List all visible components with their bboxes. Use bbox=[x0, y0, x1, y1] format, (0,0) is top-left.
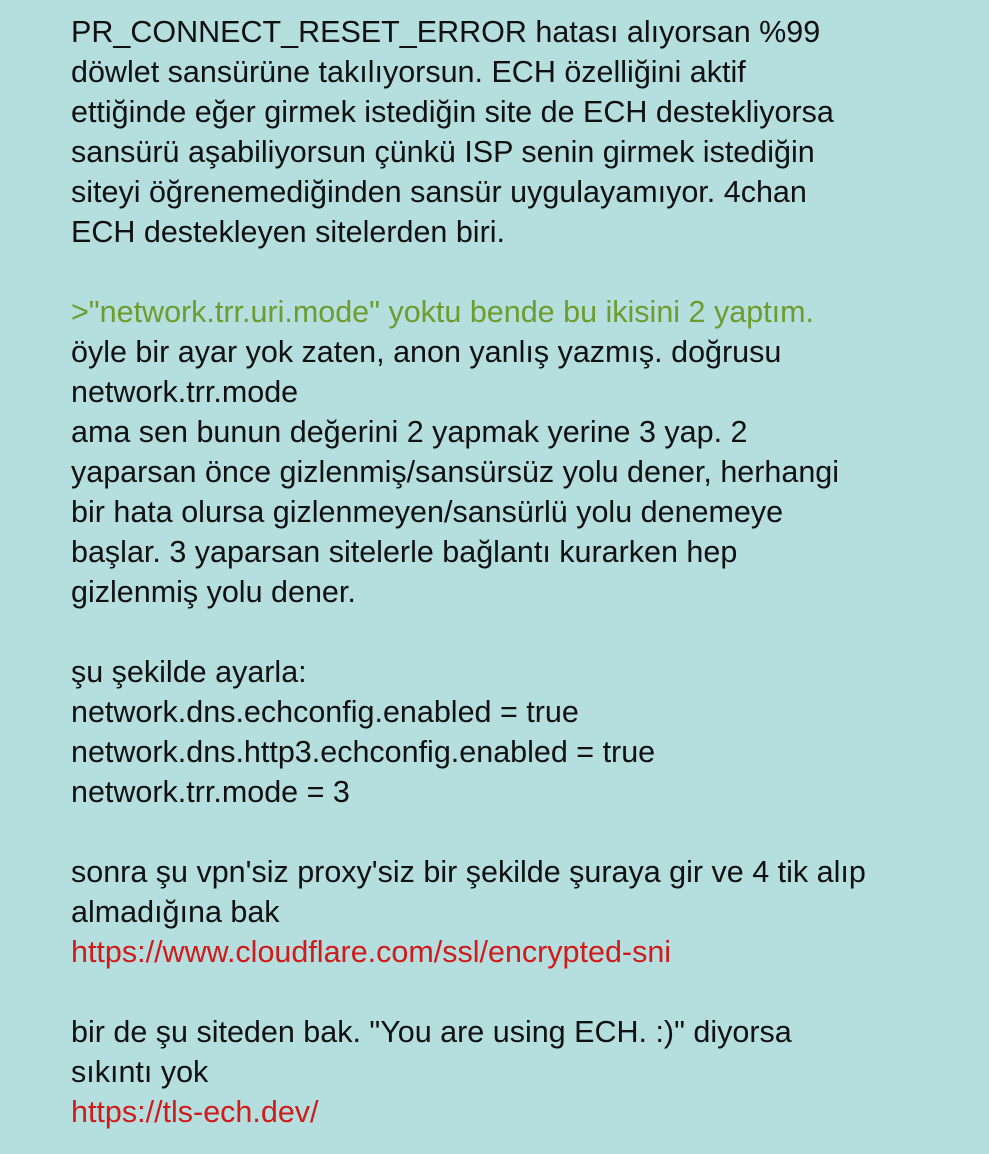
text-line: ettiğinde eğer girmek istediğin site de ECH destekliyorsa bbox=[71, 95, 834, 129]
text-line: yaparsan önce gizlenmiş/sansürsüz yolu dener, herhangi bbox=[71, 455, 840, 489]
config-line: network.dns.http3.echconfig.enabled = true bbox=[71, 735, 656, 769]
text-line: döwlet sansürüne takılıyorsun. ECH özelliğini aktif bbox=[71, 55, 746, 89]
config-line: network.trr.mode = 3 bbox=[71, 775, 350, 809]
text-line: sansürü aşabiliyorsun çünkü ISP senin girmek istediğin bbox=[71, 135, 815, 169]
config-line: network.dns.echconfig.enabled = true bbox=[71, 695, 579, 729]
text-line: ama sen bunun değerini 2 yapmak yerine 3 yap. 2 bbox=[71, 415, 748, 449]
paragraph-gap bbox=[71, 252, 971, 292]
greentext-quote: >"network.trr.uri.mode" yoktu bende bu ikisini 2 yaptım. bbox=[71, 295, 814, 329]
text-line: sonra şu vpn'siz proxy'siz bir şekilde şuraya gir ve 4 tik alıp bbox=[71, 855, 866, 889]
text-line: PR_CONNECT_RESET_ERROR hatası alıyorsan %99 bbox=[71, 15, 821, 49]
text-line: gizlenmiş yolu dener. bbox=[71, 575, 356, 609]
tls-ech-link[interactable]: https://tls-ech.dev/ bbox=[71, 1095, 319, 1129]
text-line: şu şekilde ayarla: bbox=[71, 655, 307, 689]
text-line: almadığına bak bbox=[71, 895, 280, 929]
text-line: network.trr.mode bbox=[71, 375, 299, 409]
text-line: siteyi öğrenemediğinden sansür uygulayamıyor. 4chan bbox=[71, 175, 807, 209]
text-line: öyle bir ayar yok zaten, anon yanlış yazmış. doğrusu bbox=[71, 335, 782, 369]
paragraph-gap bbox=[71, 972, 971, 1012]
paragraph-gap bbox=[71, 612, 971, 652]
text-line: sıkıntı yok bbox=[71, 1055, 209, 1089]
post-body bbox=[71, 12, 971, 1132]
paragraph-gap bbox=[71, 812, 971, 852]
text-line: ECH destekleyen sitelerden biri. bbox=[71, 215, 505, 249]
text-line: bir de şu siteden bak. "You are using ECH. :)" diyorsa bbox=[71, 1015, 792, 1049]
cloudflare-link[interactable]: https://www.cloudflare.com/ssl/encrypted-sni bbox=[71, 935, 672, 969]
text-line: başlar. 3 yaparsan sitelerle bağlantı kurarken hep bbox=[71, 535, 738, 569]
text-line: bir hata olursa gizlenmeyen/sansürlü yolu denemeye bbox=[71, 495, 784, 529]
